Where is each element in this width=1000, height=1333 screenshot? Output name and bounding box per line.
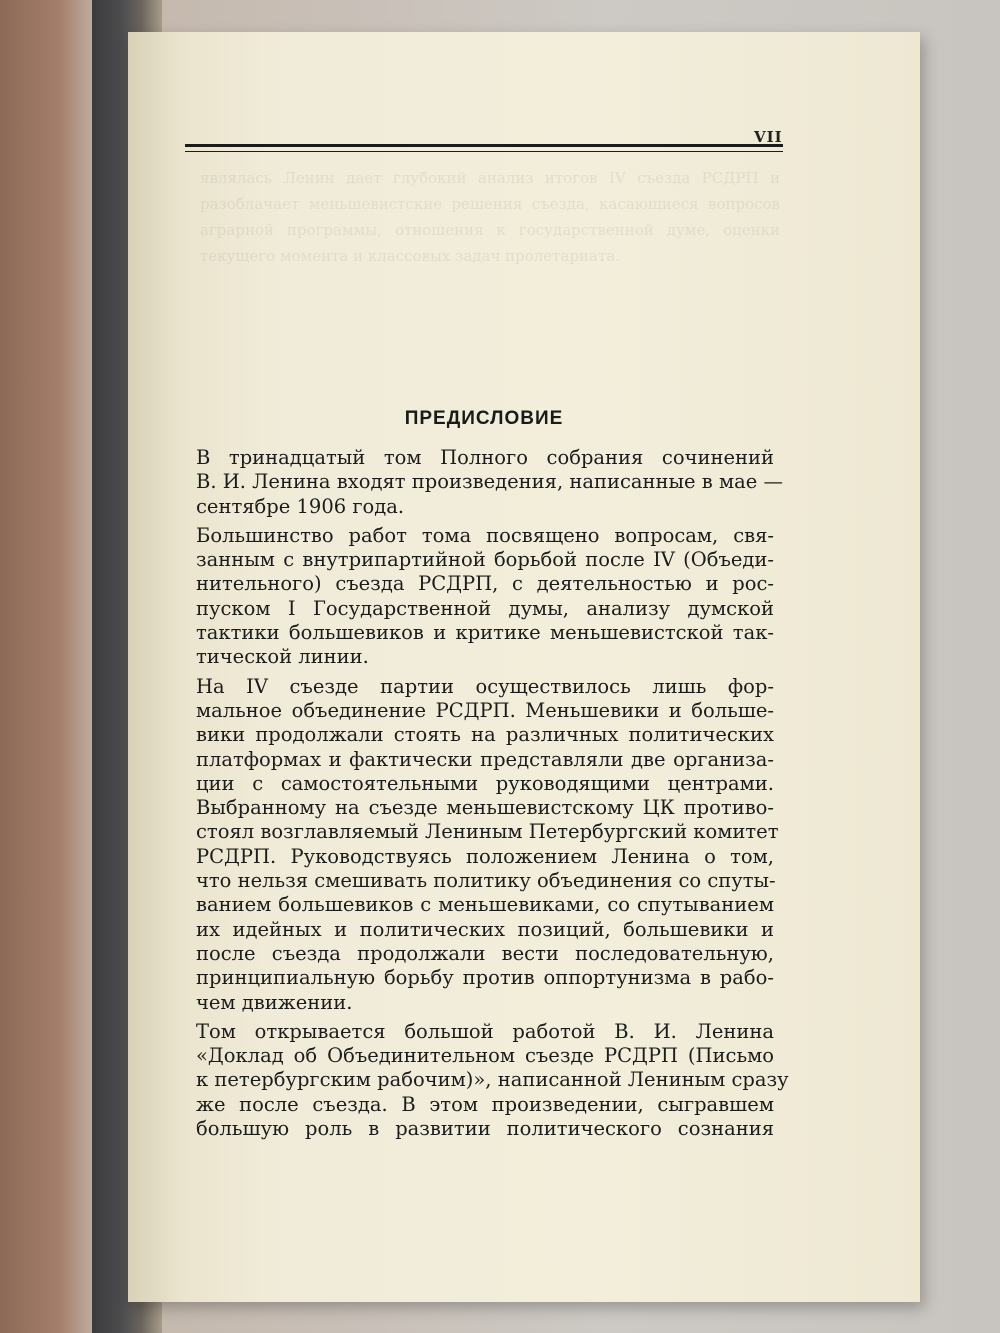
header-rule (185, 144, 783, 147)
paragraph (162, 674, 779, 1015)
text-line: принципиальную борьбу против оппортунизма в рабо- (196, 966, 774, 990)
paragraph (162, 446, 783, 519)
show-through-text: являлась Ленин дает глубокий анализ итогов IV съезда РСДРП и разоблачает меньшевистские решения съезда, касающиеся вопросов аграрной программы, отношения к государственной думе, оценки текущего момента и классовых задач пролетариата. (200, 169, 780, 265)
text-line: после съезда продолжали вести последовательную, (196, 941, 774, 965)
text-line: сентябре 1906 года. (196, 494, 405, 518)
text-line: мальное объединение РСДРП. Меньшевики и больше- (196, 698, 774, 722)
text-line: стоял возглавляемый Лениным Петербургский комитет (196, 820, 779, 844)
text-line: ции с самостоятельными руководящими центрами. (196, 771, 774, 795)
text-line: к петербургским рабочим)», написанной Лениным сразу (196, 1068, 789, 1092)
text-line: В. И. Ленина входят произведения, написанные в мае — (196, 470, 783, 494)
text-line: Выбранному на съезде меньшевистскому ЦК противо- (196, 796, 774, 820)
text-line: Большинство работ тома посвящено вопросам, свя- (196, 523, 774, 547)
paragraph (162, 524, 774, 670)
text-line: большую роль в развитии политического сознания (196, 1117, 774, 1141)
text-line: пуском I Государственной думы, анализу думской (196, 596, 774, 620)
text-line: тической линии. (196, 645, 369, 669)
text-line: нительного) съезда РСДРП, с деятельностью и рос- (196, 572, 774, 596)
text-line: их идейных и политических позиций, большевики и (196, 917, 774, 941)
paragraph (162, 1019, 789, 1141)
section-heading: ПРЕДИСЛОВИЕ (404, 408, 564, 429)
text-line: На IV съезде партии осуществилось лишь фор- (196, 674, 774, 698)
text-line: вики продолжали стоять на различных политических (196, 723, 774, 747)
text-line: ванием большевиков с меньшевиками, со спутыванием (196, 893, 774, 917)
text-line: Том открывается большой работой В. И. Ленина (196, 1019, 774, 1043)
text-line: занным с внутрипартийной борьбой после IV (Объеди- (196, 548, 774, 572)
text-line: чем движении. (196, 990, 353, 1014)
header-rule-thin (185, 151, 783, 152)
text-line: РСДРП. Руководствуясь положением Ленина о том, (196, 844, 774, 868)
text-line: что нельзя смешивать политику объединения со спуты- (196, 869, 776, 893)
text-line: «Доклад об Объединительном съезде РСДРП (Письмо (196, 1044, 774, 1068)
text-line: платформах и фактически представляли две организа- (196, 747, 774, 771)
page-number: VII (754, 128, 783, 146)
text-line: же после съезда. В этом произведении, сыгравшем (196, 1092, 774, 1116)
text-line: тактики большевиков и критике меньшевистской так- (196, 621, 774, 645)
body-text (162, 446, 789, 1146)
text-line: В тринадцатый том Полного собрания сочинений (196, 446, 774, 469)
